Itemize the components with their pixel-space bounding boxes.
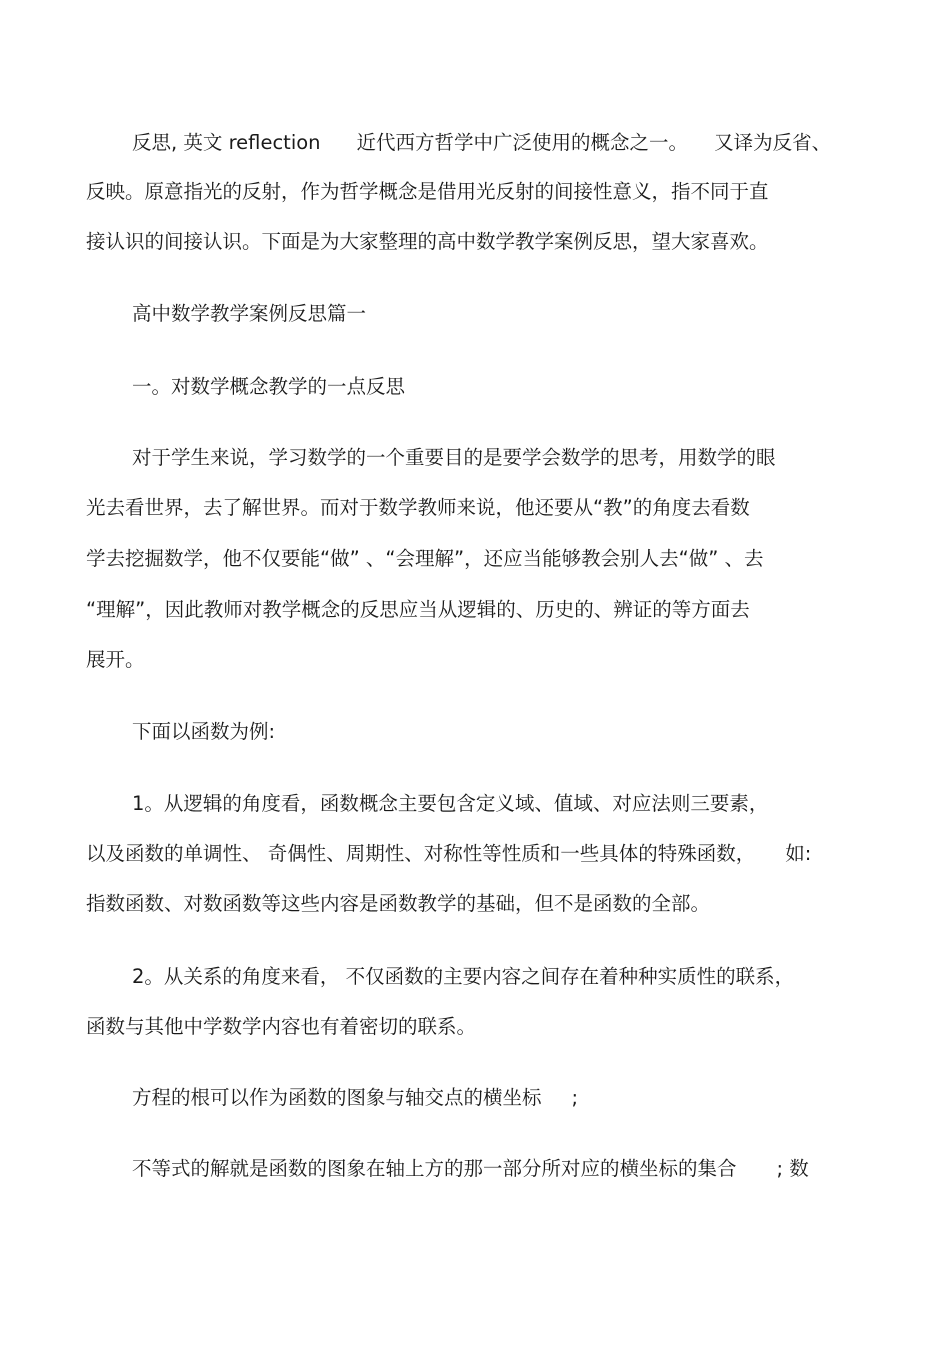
roots-line	[132, 1084, 578, 1112]
inequality-text: 不等式的解就是函数的图象在轴上方的那一部分所对应的横坐标的集合	[132, 1157, 737, 1180]
intro-line-1-part-c: 又译为反省、	[714, 131, 832, 154]
roots-tail: ;	[571, 1086, 579, 1109]
item2-line-1: 2。从关系的角度来看， 不仅函数的主要内容之间存在着种种实质性的联系，	[132, 965, 795, 988]
inequality-tail: ; 数	[776, 1157, 809, 1180]
example-intro: 下面以函数为例:	[132, 720, 276, 743]
item1-line-2-text: 以及函数的单调性、 奇偶性、周期性、对称性等性质和一些具体的特殊函数，	[86, 842, 756, 865]
item1-line-2	[86, 840, 811, 868]
section-title: 高中数学教学案例反思篇一	[132, 302, 367, 325]
intro-line-1-part-a: 反思, 英文 reflection	[132, 131, 321, 154]
para1-line-5: 展开。	[86, 648, 145, 671]
item1-line-3: 指数函数、对数函数等这些内容是函数教学的基础，但不是函数的全部。	[86, 892, 711, 915]
roots-text: 方程的根可以作为函数的图象与轴交点的横坐标	[132, 1086, 542, 1109]
intro-line-2: 反映。原意指光的反射，作为哲学概念是借用光反射的间接性意义，指不同于直	[86, 180, 769, 203]
para1-line-4: “理解”，因此教师对教学概念的反思应当从逻辑的、历史的、辨证的等方面去	[86, 598, 750, 621]
inequality-line	[132, 1155, 809, 1183]
intro-line-1-part-b: 近代西方哲学中广泛使用的概念之一。	[356, 131, 689, 154]
para1-line-3: 学去挖掘数学，他不仅要能“做” 、“会理解”，还应当能够教会别人去“做” 、去	[86, 547, 764, 570]
para1-line-1: 对于学生来说，学习数学的一个重要目的是要学会数学的思考，用数学的眼	[132, 446, 776, 469]
item1-line-1: 1。从逻辑的角度看，函数概念主要包含定义域、值域、对应法则三要素，	[132, 792, 769, 815]
subheading: 一。对数学概念教学的一点反思	[132, 375, 406, 398]
item1-line-2-tail: 如:	[785, 842, 812, 865]
para1-line-2: 光去看世界，去了解世界。而对于数学教师来说，他还要从“教”的角度去看数	[86, 496, 750, 519]
intro-line-3: 接认识的间接认识。下面是为大家整理的高中数学教学案例反思，望大家喜欢。	[86, 230, 769, 253]
item2-line-2: 函数与其他中学数学内容也有着密切的联系。	[86, 1015, 477, 1038]
intro-line-1	[132, 129, 831, 157]
